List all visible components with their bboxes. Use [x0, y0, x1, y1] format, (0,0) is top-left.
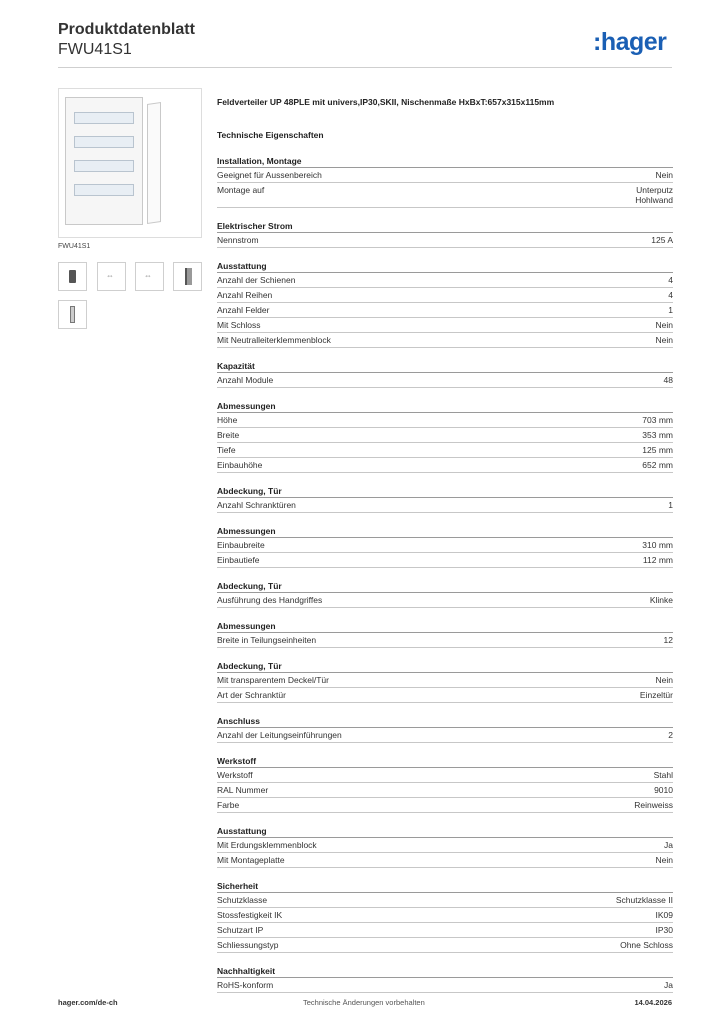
- din-rail: [74, 136, 134, 148]
- property-row: [217, 798, 673, 813]
- property-row: [217, 428, 673, 443]
- property-label: Schutzklasse: [217, 895, 268, 905]
- property-value: 112 mm: [642, 555, 673, 565]
- property-value: Unterputz Hohlwand: [635, 185, 673, 205]
- property-label: Schutzart IP: [217, 925, 264, 935]
- properties-table: [217, 151, 673, 1001]
- group-heading: Abdeckung, Tür: [217, 481, 673, 498]
- group-heading: Abmessungen: [217, 616, 673, 633]
- property-row: [217, 673, 673, 688]
- property-value: 703 mm: [642, 415, 673, 425]
- group-heading: Ausstattung: [217, 821, 673, 838]
- property-row: [217, 458, 673, 473]
- footer-disclaimer: Technische Änderungen vorbehalten: [303, 998, 425, 1007]
- property-group: [217, 396, 673, 473]
- property-value: IP30: [655, 925, 673, 935]
- property-value: Nein: [655, 335, 673, 345]
- property-value: Stahl: [653, 770, 673, 780]
- property-label: Tiefe: [217, 445, 236, 455]
- property-row: [217, 893, 673, 908]
- group-heading: Abmessungen: [217, 521, 673, 538]
- property-row: [217, 273, 673, 288]
- property-value: Schutzklasse II: [615, 895, 673, 905]
- property-label: Werkstoff: [217, 770, 253, 780]
- property-group: [217, 961, 673, 993]
- property-group: [217, 521, 673, 568]
- property-label: Farbe: [217, 800, 240, 810]
- property-row: [217, 233, 673, 248]
- property-value: Ohne Schloss: [620, 940, 673, 950]
- property-group: [217, 821, 673, 868]
- property-value: 310 mm: [642, 540, 673, 550]
- property-label: Stossfestigkeit IK: [217, 910, 283, 920]
- property-row: [217, 593, 673, 608]
- group-heading: Abmessungen: [217, 396, 673, 413]
- property-value: 2: [668, 730, 673, 740]
- property-group: [217, 356, 673, 388]
- property-row: [217, 413, 673, 428]
- property-row: [217, 333, 673, 348]
- product-image: [58, 88, 202, 238]
- property-group: [217, 751, 673, 813]
- header-divider: [58, 67, 672, 68]
- property-group: [217, 256, 673, 348]
- property-label: Anzahl der Leitungseinführungen: [217, 730, 342, 740]
- property-label: Montage auf: [217, 185, 265, 195]
- property-value: 9010: [654, 785, 673, 795]
- property-row: [217, 768, 673, 783]
- property-label: Geeignet für Aussenbereich: [217, 170, 322, 180]
- group-heading: Abdeckung, Tür: [217, 576, 673, 593]
- property-label: Einbauhöhe: [217, 460, 263, 470]
- property-label: Mit Montageplatte: [217, 855, 285, 865]
- footer-date: 14.04.2026: [634, 998, 672, 1007]
- footer-website-link[interactable]: hager.com/de-ch: [58, 998, 118, 1007]
- hager-logo[interactable]: [593, 28, 666, 56]
- group-heading: Abdeckung, Tür: [217, 656, 673, 673]
- group-heading: Elektrischer Strom: [217, 216, 673, 233]
- depth-dimension-thumbnail[interactable]: [135, 262, 164, 291]
- property-row: [217, 538, 673, 553]
- cabinet-illustration: [65, 97, 143, 225]
- section-title: Technische Eigenschaften: [217, 130, 324, 140]
- property-value: Nein: [655, 170, 673, 180]
- property-group: [217, 151, 673, 208]
- product-code: FWU41S1: [58, 41, 132, 58]
- property-row: [217, 728, 673, 743]
- property-row: [217, 183, 673, 208]
- property-label: Schliessungstyp: [217, 940, 279, 950]
- property-row: [217, 838, 673, 853]
- side-view-thumbnail[interactable]: [173, 262, 202, 291]
- property-label: Breite in Teilungseinheiten: [217, 635, 317, 645]
- property-row: [217, 853, 673, 868]
- property-group: [217, 216, 673, 248]
- din-rail: [74, 160, 134, 172]
- property-row: [217, 498, 673, 513]
- property-group: [217, 616, 673, 648]
- front-view-icon: [69, 270, 76, 283]
- property-group: [217, 576, 673, 608]
- property-value: Nein: [655, 675, 673, 685]
- property-row: [217, 908, 673, 923]
- property-value: Einzeltür: [639, 690, 673, 700]
- property-row: [217, 168, 673, 183]
- property-label: Anzahl Schranktüren: [217, 500, 296, 510]
- property-label: RAL Nummer: [217, 785, 269, 795]
- property-label: Anzahl Reihen: [217, 290, 273, 300]
- property-value: 12: [663, 635, 673, 645]
- property-label: Mit Schloss: [217, 320, 261, 330]
- property-label: Einbautiefe: [217, 555, 260, 565]
- property-row: [217, 288, 673, 303]
- group-heading: Ausstattung: [217, 256, 673, 273]
- property-value: Reinweiss: [634, 800, 673, 810]
- property-value: 1: [668, 305, 673, 315]
- cabinet-door-illustration: [147, 102, 161, 224]
- width-dimension-thumbnail[interactable]: [97, 262, 126, 291]
- property-row: [217, 318, 673, 333]
- door-view-icon: [70, 306, 75, 323]
- property-value: 652 mm: [642, 460, 673, 470]
- property-label: Mit Neutralleiterklemmenblock: [217, 335, 331, 345]
- property-value: Ja: [664, 840, 673, 850]
- property-label: Anzahl Felder: [217, 305, 270, 315]
- group-heading: Werkstoff: [217, 751, 673, 768]
- property-label: Anzahl Module: [217, 375, 274, 385]
- property-row: [217, 978, 673, 993]
- property-value: 4: [668, 275, 673, 285]
- property-row: [217, 553, 673, 568]
- property-row: [217, 923, 673, 938]
- front-view-thumbnail[interactable]: [58, 262, 87, 291]
- page-title: Produktdatenblatt: [58, 21, 195, 38]
- property-value: IK09: [655, 910, 673, 920]
- property-value: 4: [668, 290, 673, 300]
- door-view-thumbnail[interactable]: [58, 300, 87, 329]
- document-header: [58, 20, 195, 60]
- group-heading: Sicherheit: [217, 876, 673, 893]
- image-caption: FWU41S1: [58, 243, 91, 250]
- property-value: 125 A: [651, 235, 673, 245]
- property-row: [217, 633, 673, 648]
- property-label: Mit Erdungsklemmenblock: [217, 840, 317, 850]
- property-value: 48: [663, 375, 673, 385]
- property-label: Ausführung des Handgriffes: [217, 595, 323, 605]
- property-label: Breite: [217, 430, 240, 440]
- property-label: Nennstrom: [217, 235, 259, 245]
- group-heading: Installation, Montage: [217, 151, 673, 168]
- arrow-depth-icon: ⇔: [144, 271, 152, 280]
- property-group: [217, 481, 673, 513]
- property-group: [217, 711, 673, 743]
- property-value: Klinke: [649, 595, 673, 605]
- property-group: [217, 876, 673, 953]
- property-row: [217, 373, 673, 388]
- group-heading: Anschluss: [217, 711, 673, 728]
- arrow-width-icon: ⇔: [106, 271, 114, 280]
- property-label: RoHS-konform: [217, 980, 274, 990]
- property-row: [217, 938, 673, 953]
- property-row: [217, 688, 673, 703]
- din-rail: [74, 112, 134, 124]
- property-row: [217, 783, 673, 798]
- logo-colon-mark: :: [593, 28, 601, 56]
- property-label: Mit transparentem Deckel/Tür: [217, 675, 329, 685]
- property-value: 125 mm: [642, 445, 673, 455]
- din-rail: [74, 184, 134, 196]
- property-label: Einbaubreite: [217, 540, 265, 550]
- property-value: Nein: [655, 855, 673, 865]
- side-view-icon: [185, 268, 192, 285]
- property-row: [217, 303, 673, 318]
- property-label: Art der Schranktür: [217, 690, 286, 700]
- property-label: Anzahl der Schienen: [217, 275, 296, 285]
- property-group: [217, 656, 673, 703]
- property-label: Höhe: [217, 415, 238, 425]
- logo-text: hager: [600, 28, 667, 56]
- property-value: Ja: [664, 980, 673, 990]
- group-heading: Kapazität: [217, 356, 673, 373]
- property-row: [217, 443, 673, 458]
- group-heading: Nachhaltigkeit: [217, 961, 673, 978]
- property-value: Nein: [655, 320, 673, 330]
- product-description: Feldverteiler UP 48PLE mit univers,IP30,SKII, Nischenmaße HxBxT:657x315x115mm: [217, 97, 555, 107]
- property-value: 1: [668, 500, 673, 510]
- property-value: 353 mm: [642, 430, 673, 440]
